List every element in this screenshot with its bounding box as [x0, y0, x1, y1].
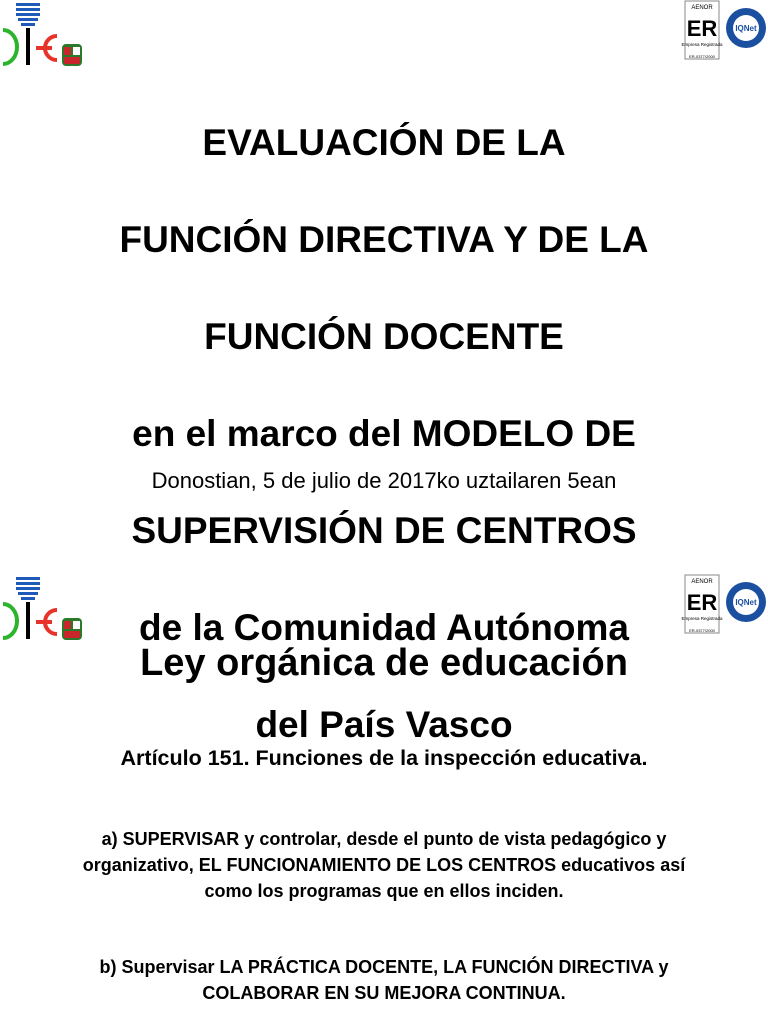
certification-logos — [681, 574, 768, 636]
er-code-text: ER-0377/2000 — [689, 628, 715, 633]
iqnet-text: IQNet — [735, 598, 757, 607]
function-b-paragraph: b) Supervisar LA PRÁCTICA DOCENTE, LA FUNCIÓN DIRECTIVA y COLABORAR EN SU MEJORA CONTINUA. — [99, 957, 669, 1003]
die-i-bar — [26, 28, 30, 65]
die-d-arc — [3, 30, 17, 64]
title-line: FUNCIÓN DOCENTE — [204, 315, 564, 357]
er-sub-text: Empresa Registrada — [681, 42, 723, 47]
aenor-er-logo — [681, 575, 723, 633]
coat-of-arms-icon — [62, 618, 82, 640]
slide-2-title: Ley orgánica de educación — [140, 642, 628, 684]
title-line: en el marco del MODELO DE — [132, 412, 636, 454]
coat-of-arms-icon — [62, 44, 82, 66]
article-heading: Artículo 151. Funciones de la inspección educativa. — [120, 746, 648, 770]
title-line: EVALUACIÓN DE LA — [202, 121, 566, 163]
aenor-text: AENOR — [691, 579, 713, 585]
title-line: del País Vasco — [255, 703, 513, 745]
function-a-paragraph: a) SUPERVISAR y controlar, desde el punto de vista pedagógico y organizativo, EL FUNCIONAMIENTO DE LOS CENTROS educativos así como los programas que en ellos inciden. — [82, 829, 686, 901]
er-sub-text: Empresa Registrada — [681, 616, 723, 621]
die-i-bar — [26, 602, 30, 639]
er-code-text: ER-0377/2000 — [689, 54, 715, 59]
iqnet-text: IQNet — [735, 24, 757, 33]
certification-logos — [681, 0, 768, 62]
er-text: ER — [686, 16, 718, 41]
die-stripes-icon — [16, 577, 40, 600]
aenor-er-logo — [681, 1, 723, 59]
slide-2 — [0, 512, 768, 1024]
die-logo — [0, 0, 90, 70]
title-line: de la Comunidad Autónoma — [139, 606, 629, 648]
iqnet-logo — [726, 8, 766, 48]
er-text: ER — [686, 590, 718, 615]
die-stripes-icon — [16, 3, 40, 26]
die-logo — [0, 574, 90, 644]
iqnet-logo — [726, 582, 766, 622]
title-line: FUNCIÓN DIRECTIVA Y DE LA — [119, 218, 649, 260]
title-line: SUPERVISIÓN DE CENTROS — [131, 509, 637, 551]
die-d-arc — [3, 604, 17, 638]
slide-1-date: Donostian, 5 de julio de 2017ko uztailaren 5ean — [151, 468, 617, 493]
aenor-text: AENOR — [691, 5, 713, 11]
